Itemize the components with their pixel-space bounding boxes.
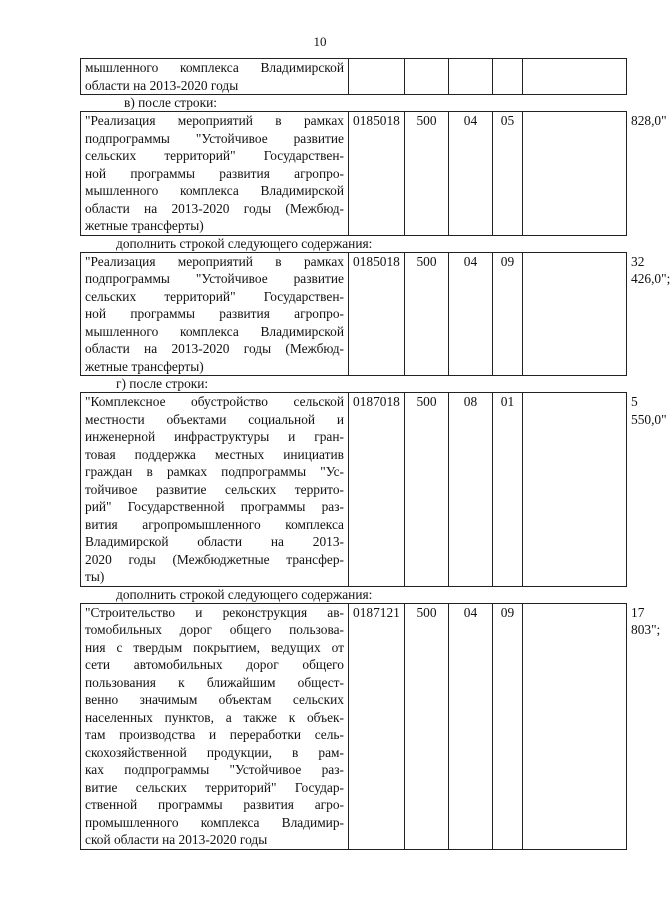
target-article-code: 0185018 [349,252,405,376]
empty-cell [523,59,627,95]
description-line: томобильных дорог общего пользова- [85,622,344,637]
description-line: пользования к ближайшим общест- [85,674,344,690]
page-number: 10 [313,34,327,49]
subsection-code: 05 [493,112,523,236]
empty-cell [523,393,627,587]
description-line: витие сельских территорий" Государ- [85,779,344,795]
description-line: ния с твердым покрытием, ведущих от [85,639,344,655]
expense-type-code: 500 [405,393,449,587]
description-line: там производства и переработки сель- [85,727,344,742]
section-code [449,59,493,95]
instruction-text: г) после строки: [116,376,209,391]
description-line: ной программы развития агропро- [85,165,344,181]
expense-type-code [405,59,449,95]
budget-table [80,603,661,850]
section-code: 04 [449,603,493,849]
description-line: промышленного комплекса Владимир- [85,814,344,830]
target-article-code [349,59,405,95]
description-line: подпрограммы "Устойчивое развитие [85,271,344,286]
description-line: местности объектами социальной и [85,411,344,427]
description-line: инженерной инфраструктуры и гран- [85,429,344,444]
row-description [81,252,349,376]
row-description [81,59,349,95]
description-line: области на 2013-2020 годы (Межбюд- [85,341,344,356]
description-line: ской области на 2013-2020 годы [85,832,268,847]
description-line: области на 2013-2020 годы (Межбюд- [85,200,344,216]
description-line: рий" Государственной программы раз- [85,499,344,514]
description-line: ках подпрограммы "Устойчивое раз- [85,762,344,777]
budget-table [80,58,627,95]
description-line: сельских территорий" Государствен- [85,148,344,163]
row-description [81,393,349,587]
row-description [81,603,349,849]
expense-type-code: 500 [405,112,449,236]
description-line: ственной программы развития агро- [85,797,344,812]
expense-type-code: 500 [405,252,449,376]
table-row: "Комплексное обустройство сельской местности объектами социальной и инженерной инфраструктуры и гран- товая поддержка местных инициатив граждан в рамках подпрограммы "Ус- тойчивое развитие сельских террито- рий" Государственной программы раз- вития агропромышленного комплекса Владимирской области на 2013- 2020 годы (Межбюджетные трансфер- ты) 0187018 500 08 01 5 550,0" [81,393,627,587]
description-line: мышленного комплекса Владимирской [85,323,344,339]
instruction-text: дополнить строкой следующего содержания: [116,586,373,602]
table-row: "Реализация мероприятий в рамках подпрограммы "Устойчивое развитие сельских территорий" Государствен- ной программы развития агропро- мышленного комплекса Владимирской области на 2013-2020 годы (Межбюд- жетные трансферты) 0185018 500 04 09 32 426,0"; [81,252,627,376]
description-line: "Реализация мероприятий в рамках [85,253,344,269]
target-article-code: 0187018 [349,393,405,587]
description-line: ты) [85,569,105,584]
empty-cell [523,603,627,849]
description-line: мышленного комплекса Владимирской [85,60,344,75]
description-line: сети автомобильных дорог общего [85,657,344,672]
table-row: "Строительство и реконструкция ав- томобильных дорог общего пользова- ния с твердым покрытием, ведущих от сети автомобильных дорог общего пользования к ближайшим общест- венно значимым объектам сельских населенных пунктов, а также к объек- там производства и переработки сель- скохозяйственной продукции, в рам- ках подпрограммы "Устойчивое раз- витие сельских территорий" Государ- ственной программы развития агро- промышленного комплекса Владимир- ской области на 2013-2020 годы 0187121 500 04 09 17 803"; [81,603,627,849]
description-line: Владимирской области на 2013- [85,534,344,549]
description-line: сельских территорий" Государствен- [85,288,344,304]
section-code: 04 [449,252,493,376]
description-line: жетные трансферты) [85,218,204,233]
table-row [81,59,627,95]
empty-cell [523,112,627,236]
budget-table [80,392,667,587]
section-code: 08 [449,393,493,587]
description-line: "Строительство и реконструкция ав- [85,604,344,620]
subsection-code [493,59,523,95]
row-description [81,112,349,236]
description-line: "Реализация мероприятий в рамках [85,113,344,128]
subsection-code: 01 [493,393,523,587]
description-line: 2020 годы (Межбюджетные трансфер- [85,551,344,567]
description-line: ной программы развития агропро- [85,306,344,321]
target-article-code: 0187121 [349,603,405,849]
description-line: подпрограммы "Устойчивое развитие [85,130,344,146]
description-line: венно значимым объектам сельских [85,692,344,707]
budget-table [80,111,667,236]
target-article-code: 0185018 [349,112,405,236]
expense-type-code: 500 [405,603,449,849]
instruction-text: в) после строки: [124,95,217,110]
table-row: "Реализация мероприятий в рамках подпрограммы "Устойчивое развитие сельских территорий" Государствен- ной программы развития агропро- мышленного комплекса Владимирской области на 2013-2020 годы (Межбюд- жетные трансферты) 0185018 500 04 05 828,0" [81,112,627,236]
subsection-code: 09 [493,252,523,376]
description-line: товая поддержка местных инициатив [85,446,344,462]
description-line: населенных пунктов, а также к объек- [85,709,344,725]
document-body [80,58,670,850]
section-code: 04 [449,112,493,236]
subsection-code: 09 [493,603,523,849]
instruction-text: дополнить строкой следующего содержания: [116,235,373,251]
description-line: жетные трансферты) [85,358,204,374]
description-line: вития агропромышленного комплекса [85,516,344,532]
description-line: скохозяйственной продукции, в рам- [85,744,344,760]
description-line: граждан в рамках подпрограммы "Ус- [85,464,344,479]
description-line: тойчивое развитие сельских террито- [85,481,344,497]
description-line: области на 2013-2020 годы [85,77,239,93]
empty-cell [523,252,627,376]
budget-table [80,252,670,377]
description-line: "Комплексное обустройство сельской [85,394,344,409]
description-line: мышленного комплекса Владимирской [85,183,344,198]
